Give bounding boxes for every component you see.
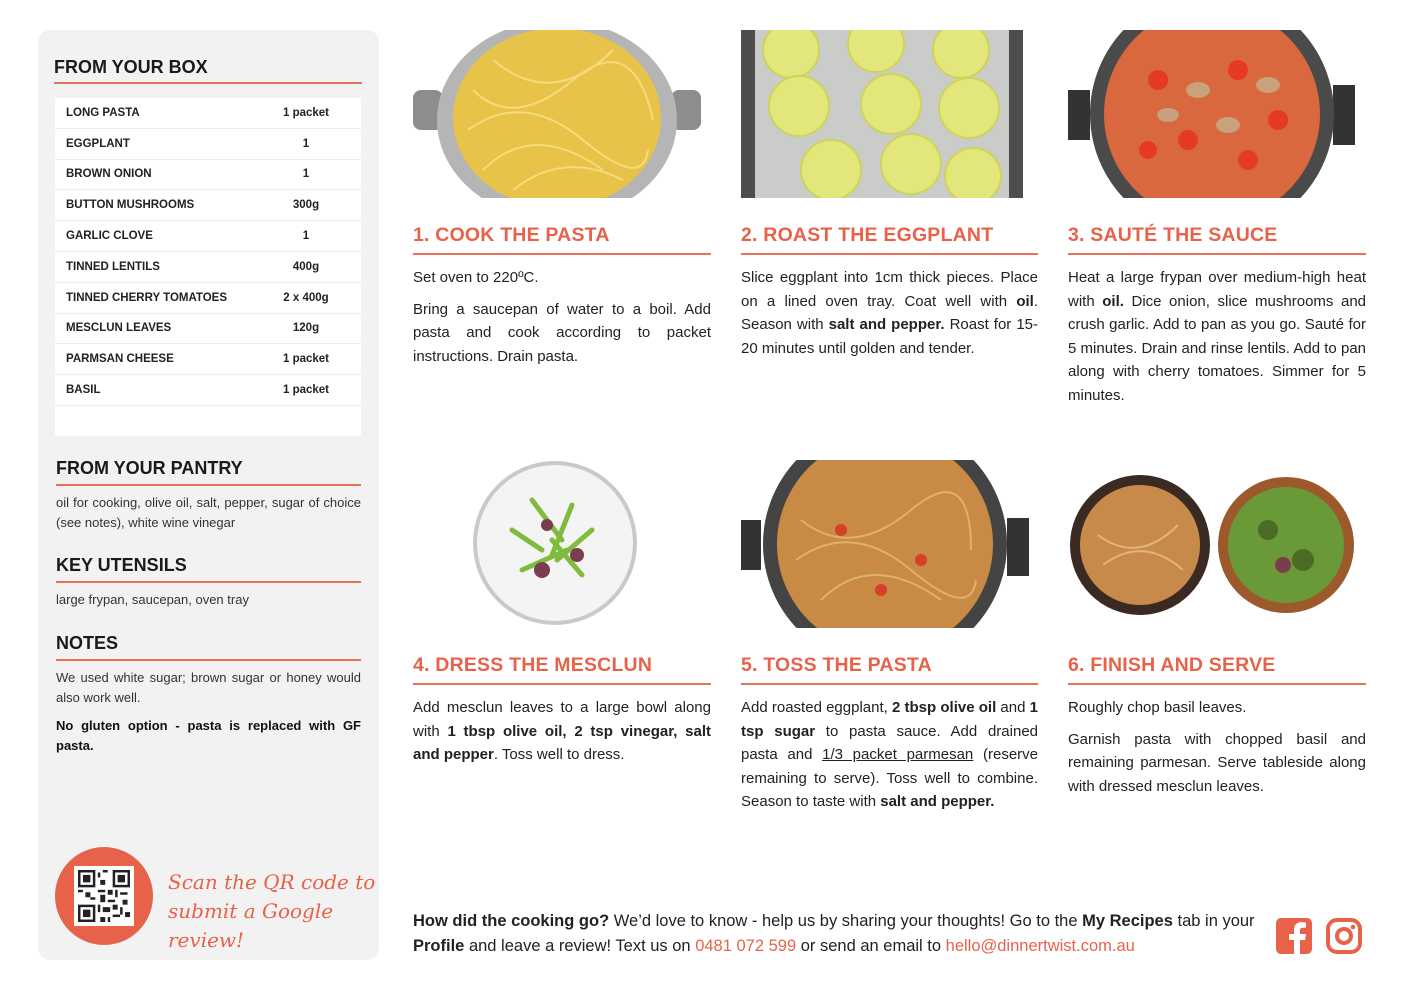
qr-code-icon[interactable] [74, 866, 134, 926]
review-footer [413, 909, 1263, 959]
step-5-body [741, 696, 1038, 822]
ingredient-name: BUTTON MUSHROOMS [66, 199, 195, 212]
step-1-text: Bring a saucepan of water to a boil. Add pasta and cook according to packet instructions. Drain pasta. [413, 300, 711, 365]
key-utensils-title: KEY UTENSILS [56, 555, 187, 575]
footer-text: tab in your [1172, 912, 1255, 930]
qr-caption-line: submit a Google review! [168, 899, 334, 952]
ingredients-table [55, 98, 361, 436]
divider [1068, 683, 1366, 685]
ingredient-row [55, 283, 361, 314]
footer-text: or send an email to [796, 937, 946, 955]
divider [741, 253, 1038, 255]
step-2-title: 2. ROAST THE EGGPLANT [741, 224, 994, 246]
ingredient-qty: 1 packet [282, 106, 330, 119]
divider [56, 659, 361, 661]
step-5-title: 5. TOSS THE PASTA [741, 654, 932, 676]
divider [413, 683, 711, 685]
ingredient-row [55, 375, 361, 406]
tossed-pasta-frypan-photo [741, 460, 1029, 628]
divider [56, 581, 361, 583]
ingredient-row [55, 221, 361, 252]
from-your-pantry-title: FROM YOUR PANTRY [56, 458, 243, 478]
ingredient-name: TINNED LENTILS [66, 260, 160, 273]
step-2-body [741, 266, 1038, 368]
ingredient-row [55, 129, 361, 160]
divider [413, 253, 711, 255]
divider [56, 484, 361, 486]
step-1-title: 1. COOK THE PASTA [413, 224, 610, 246]
step-3-title: 3. SAUTÉ THE SAUCE [1068, 224, 1278, 246]
ingredient-name: PARMSAN CHEESE [66, 353, 174, 366]
ingredient-row [55, 314, 361, 345]
step-3-body [1068, 266, 1366, 415]
ingredient-qty: 300g [292, 199, 320, 212]
from-your-box-title: FROM YOUR BOX [54, 57, 208, 77]
step-2-text: Slice eggplant into 1cm thick pieces. Place on a lined oven tray. Coat well with oil. Season with salt and pepper. Roast for 15-20 minutes until golden and tender. [741, 269, 1039, 357]
profile-label: Profile [413, 937, 465, 955]
step-4-text: Add mesclun leaves to a large bowl along with 1 tbsp olive oil, 2 tsp vinegar, salt and pepper. Toss well to dress. [413, 699, 711, 763]
divider [741, 683, 1038, 685]
ingredient-row [55, 344, 361, 375]
gluten-note: No gluten option - pasta is replaced with GF pasta. [56, 718, 361, 753]
ingredient-name: EGGPLANT [66, 137, 130, 150]
step-1-body [413, 266, 711, 376]
cooked-pasta-photo [413, 30, 701, 198]
my-recipes-label: My Recipes [1082, 912, 1173, 930]
footer-bold: How did the cooking go? [413, 912, 610, 930]
step-6-body [1068, 696, 1366, 806]
tomato-sauce-frypan-photo [1068, 30, 1355, 198]
roasted-eggplant-photo [741, 30, 1023, 198]
step-6-text: Roughly chop basil leaves. [1068, 699, 1247, 716]
ingredient-name: GARLIC CLOVE [66, 230, 153, 243]
divider [54, 82, 362, 84]
qr-caption-line: Scan the QR code to [168, 870, 376, 894]
phone-link[interactable]: 0481 072 599 [695, 937, 797, 955]
divider [1068, 253, 1366, 255]
step-6-text: Garnish pasta with chopped basil and remaining parmesan. Serve tableside along with dressed mesclun leaves. [1068, 730, 1366, 795]
footer-text: and leave a review! Text us on [464, 937, 696, 955]
plated-pasta-and-salad-photo [1068, 475, 1355, 615]
ingredient-qty: 1 [302, 168, 310, 181]
ingredient-row [55, 252, 361, 283]
step-3-text: Heat a large frypan over medium-high heat with oil. Dice onion, slice mushrooms and crush garlic. Add to pan as you go. Sauté for 5 minutes. Drain and rinse lentils. Add to pan along with cherry tomatoes. Simmer for 5 minutes. [1068, 269, 1367, 404]
qr-caption [168, 868, 379, 955]
notes-text: We used white sugar; brown sugar or honey would also work well. [56, 670, 361, 705]
ingredients-sidebar [38, 30, 379, 960]
ingredient-name: MESCLUN LEAVES [66, 322, 172, 335]
ingredient-qty: 400g [292, 260, 320, 273]
ingredient-name: BROWN ONION [66, 168, 152, 181]
footer-text: We’d love to know - help us by sharing your thoughts! Go to the [609, 912, 1083, 930]
email-link[interactable]: hello@dinnertwist.com.au [945, 937, 1135, 955]
ingredient-qty: 2 x 400g [283, 291, 329, 304]
ingredient-qty: 1 packet [282, 384, 330, 397]
utensils-list: large frypan, saucepan, oven tray [56, 592, 249, 607]
ingredient-qty: 1 [302, 137, 310, 150]
qr-badge [55, 847, 153, 945]
ingredient-qty: 120g [292, 322, 320, 335]
ingredient-qty: 1 [302, 230, 310, 243]
ingredient-row [55, 98, 361, 129]
ingredient-row [55, 190, 361, 221]
mesclun-salad-bowl-photo [472, 460, 638, 626]
ingredient-qty: 1 packet [282, 353, 330, 366]
ingredient-name: BASIL [66, 384, 101, 397]
step-4-body [413, 696, 711, 775]
ingredient-name: LONG PASTA [66, 106, 140, 119]
instagram-icon[interactable] [1326, 918, 1362, 954]
step-5-text: Add roasted eggplant, 2 tbsp olive oil and 1 tsp sugar to pasta sauce. Add drained pasta and 1/3 packet parmesan (reserve remaining to serve). Toss well to combine. Season to taste with salt and pepper. [741, 699, 1039, 810]
step-6-title: 6. FINISH AND SERVE [1068, 654, 1276, 676]
ingredient-name: TINNED CHERRY TOMATOES [66, 291, 228, 304]
pantry-list: oil for cooking, olive oil, salt, pepper, sugar of choice (see notes), white wine vinegar [56, 495, 361, 530]
notes-title: NOTES [56, 633, 119, 653]
step-1-text: Set oven to 220ºC. [413, 269, 539, 286]
facebook-icon[interactable] [1276, 918, 1312, 954]
ingredient-row [55, 160, 361, 191]
step-4-title: 4. DRESS THE MESCLUN [413, 654, 653, 676]
